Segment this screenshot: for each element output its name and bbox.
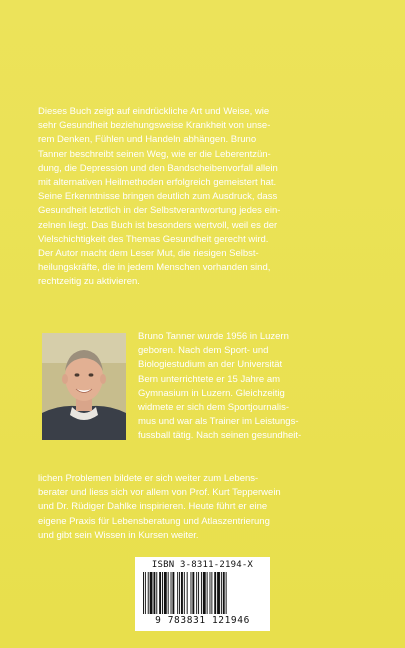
- author-bio: Bruno Tanner wurde 1956 in Luzern geboren. Nach dem Sport- und Biologiestudium an der Universität Bern unterrichtete er 15 Jahre am Gymnasium in Luzern. Gleichzeitig widmete er sich dem Sportjournalis- mus und war als Trainer im Leistungs- fussball tätig. Nach seinen gesundheit-: [138, 331, 302, 442]
- isbn-barcode: [135, 557, 270, 631]
- barcode-bar: [172, 572, 174, 614]
- barcode-bar: [184, 572, 185, 614]
- book-description: Dieses Buch zeigt auf eindrückliche Art und Weise, wie sehr Gesundheit beziehungsweise Krankheit von unse- rem Denken, Fühlen und Handeln abhängen. Bruno Tanner beschreibt seinen Weg, wie er die Leberentzün- dung, die Depression und den Bandscheibenvorfall allein mit alternativen Heilmethoden erfolgreich gemeistert hat. Seine Erkenntnisse bringen deutlich zum Ausdruck, dass Gesundheit letztlich in der Selbstverantwortung jedes ein- zelnen liegt. Das Buch ist besonders wertvoll, weil es der Vielschichtigkeit des Themas Gesundheit gerecht wird. Der Autor macht dem Leser Mut, die riesigen Selbst- heilungskräfte, die in jedem Menschen vorhanden sind, rechtzeitig zu aktivieren.: [38, 106, 281, 288]
- barcode-bar: [177, 572, 178, 614]
- barcode-bar: [143, 572, 144, 614]
- author-photo: [42, 333, 126, 440]
- barcode-bar: [207, 572, 208, 614]
- barcode-bar: [211, 572, 212, 614]
- isbn-label: ISBN 3-8311-2194-X: [151, 560, 254, 570]
- barcode-bar: [214, 572, 216, 614]
- barcode-bars: [143, 572, 262, 614]
- barcode-bar: [187, 572, 188, 614]
- barcode-bar: [201, 572, 202, 614]
- barcode-bar: [145, 572, 146, 614]
- barcode-bar: [223, 572, 225, 614]
- barcode-bar: [198, 572, 199, 614]
- barcode-bar: [148, 572, 149, 614]
- barcode-bar: [159, 572, 161, 614]
- barcode-bar: [162, 572, 163, 614]
- barcode-bar: [156, 572, 157, 614]
- barcode-bar: [221, 572, 222, 614]
- barcode-bar: [164, 572, 167, 614]
- barcode-bar: [210, 572, 211, 614]
- barcode-bar: [226, 572, 227, 614]
- barcode-bar: [217, 572, 220, 614]
- barcode-bar: [150, 572, 153, 614]
- barcode-bar: [171, 572, 172, 614]
- barcode-bar: [196, 572, 197, 614]
- ean-number: 9 783831 121946: [155, 615, 250, 626]
- author-bio-continued: lichen Problemen bildete er sich weiter zum Lebens- berater und liess sich vor allem von Prof. Kurt Tepperwein und Dr. Rüdiger Dahlke inspirieren. Heute führt er eine eigene Praxis für Lebensberatung und Atlaszentrierung und gibt sein Wissen in Kursen weiter.: [38, 473, 281, 541]
- barcode-bar: [181, 572, 183, 614]
- barcode-bar: [153, 572, 155, 614]
- barcode-bar: [191, 572, 192, 614]
- barcode-bar: [192, 572, 194, 614]
- barcode-bar: [203, 572, 206, 614]
- barcode-bar: [168, 572, 169, 614]
- barcode-bar: [179, 572, 180, 614]
